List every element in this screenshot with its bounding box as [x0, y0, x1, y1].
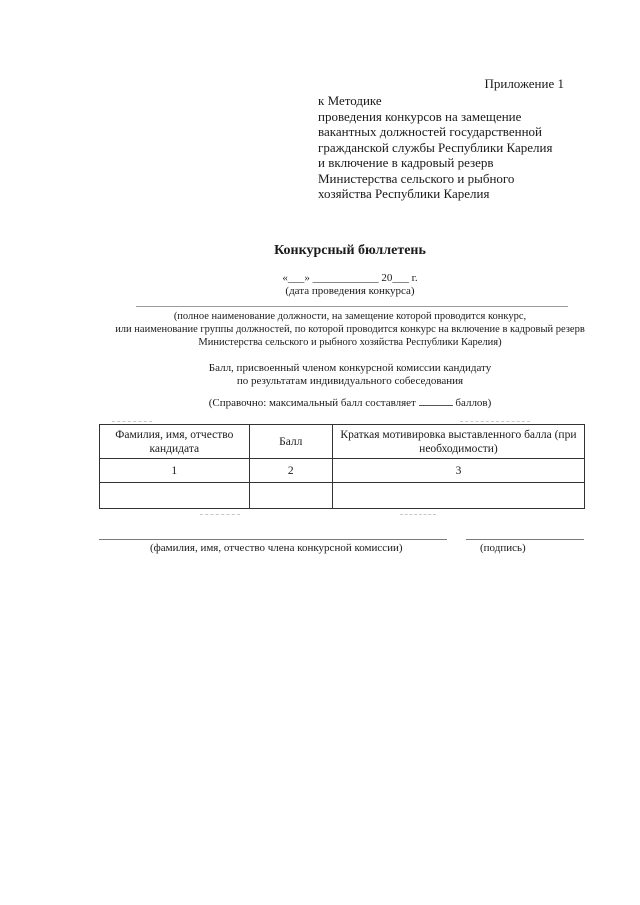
appendix-title: Приложение 1: [484, 76, 564, 91]
appendix-line: к Методике: [318, 93, 382, 108]
date-caption: (дата проведения конкурса): [285, 285, 415, 297]
appendix-line: и включение в кадровый резерв: [318, 155, 494, 170]
max-score-blank: [419, 396, 453, 406]
position-caption-line: или наименование группы должностей, по которой проводится конкурс на включение в кадровый резерв: [115, 324, 585, 335]
reference-suffix: баллов): [455, 397, 492, 409]
date-field-line: «___» ____________ 20___ г.: [282, 272, 418, 284]
position-fill-line: [136, 306, 568, 307]
appendix-line: хозяйства Республики Карелия: [318, 186, 490, 201]
position-caption-line: (полное наименование должности, на замещение которой проводится конкурс,: [173, 311, 527, 322]
appendix-line: вакантных должностей государственной: [318, 124, 542, 139]
scan-artifact: [460, 421, 530, 422]
signature-caption: (подпись): [480, 542, 526, 554]
max-score-reference: [0, 396, 640, 409]
score-description: [0, 362, 640, 388]
header-score: Балл: [249, 425, 332, 459]
score-description-line: Балл, присвоенный членом конкурсной комиссии кандидату: [208, 362, 492, 374]
header-candidate-name: Фамилия, имя, отчество кандидата: [100, 425, 250, 459]
position-caption-line: Министерства сельского и рыбного хозяйства Республики Карелия): [198, 337, 502, 348]
column-number: 3: [332, 459, 584, 483]
appendix-line: Министерства сельского и рыбного: [318, 170, 515, 186]
candidate-name-cell: [100, 483, 250, 509]
member-name-line: [99, 539, 447, 540]
scan-artifact: [400, 514, 436, 515]
member-name-caption: (фамилия, имя, отчество члена конкурсной комиссии): [150, 542, 403, 554]
header-motivation: Краткая мотивировка выставленного балла (при необходимости): [332, 425, 584, 459]
document-title: Конкурсный бюллетень: [274, 243, 426, 258]
reference-prefix: (Справочно: максимальный балл составляет: [208, 397, 416, 409]
motivation-cell: [332, 483, 584, 509]
column-number: 1: [100, 459, 250, 483]
score-table: [99, 424, 585, 509]
score-cell: [249, 483, 332, 509]
position-caption: [0, 310, 640, 349]
scan-artifact: [112, 421, 152, 422]
appendix-line: гражданской службы Республики Карелия: [318, 139, 553, 155]
score-description-line: по результатам индивидуального собеседования: [236, 375, 464, 387]
signature-line: [466, 539, 584, 540]
scan-artifact: [200, 514, 240, 515]
column-number-row: [100, 459, 585, 483]
table-row: [100, 483, 585, 509]
appendix-reference-block: [318, 93, 588, 202]
appendix-line: проведения конкурсов на замещение: [318, 108, 522, 124]
column-number: 2: [249, 459, 332, 483]
table-header-row: [100, 425, 585, 459]
